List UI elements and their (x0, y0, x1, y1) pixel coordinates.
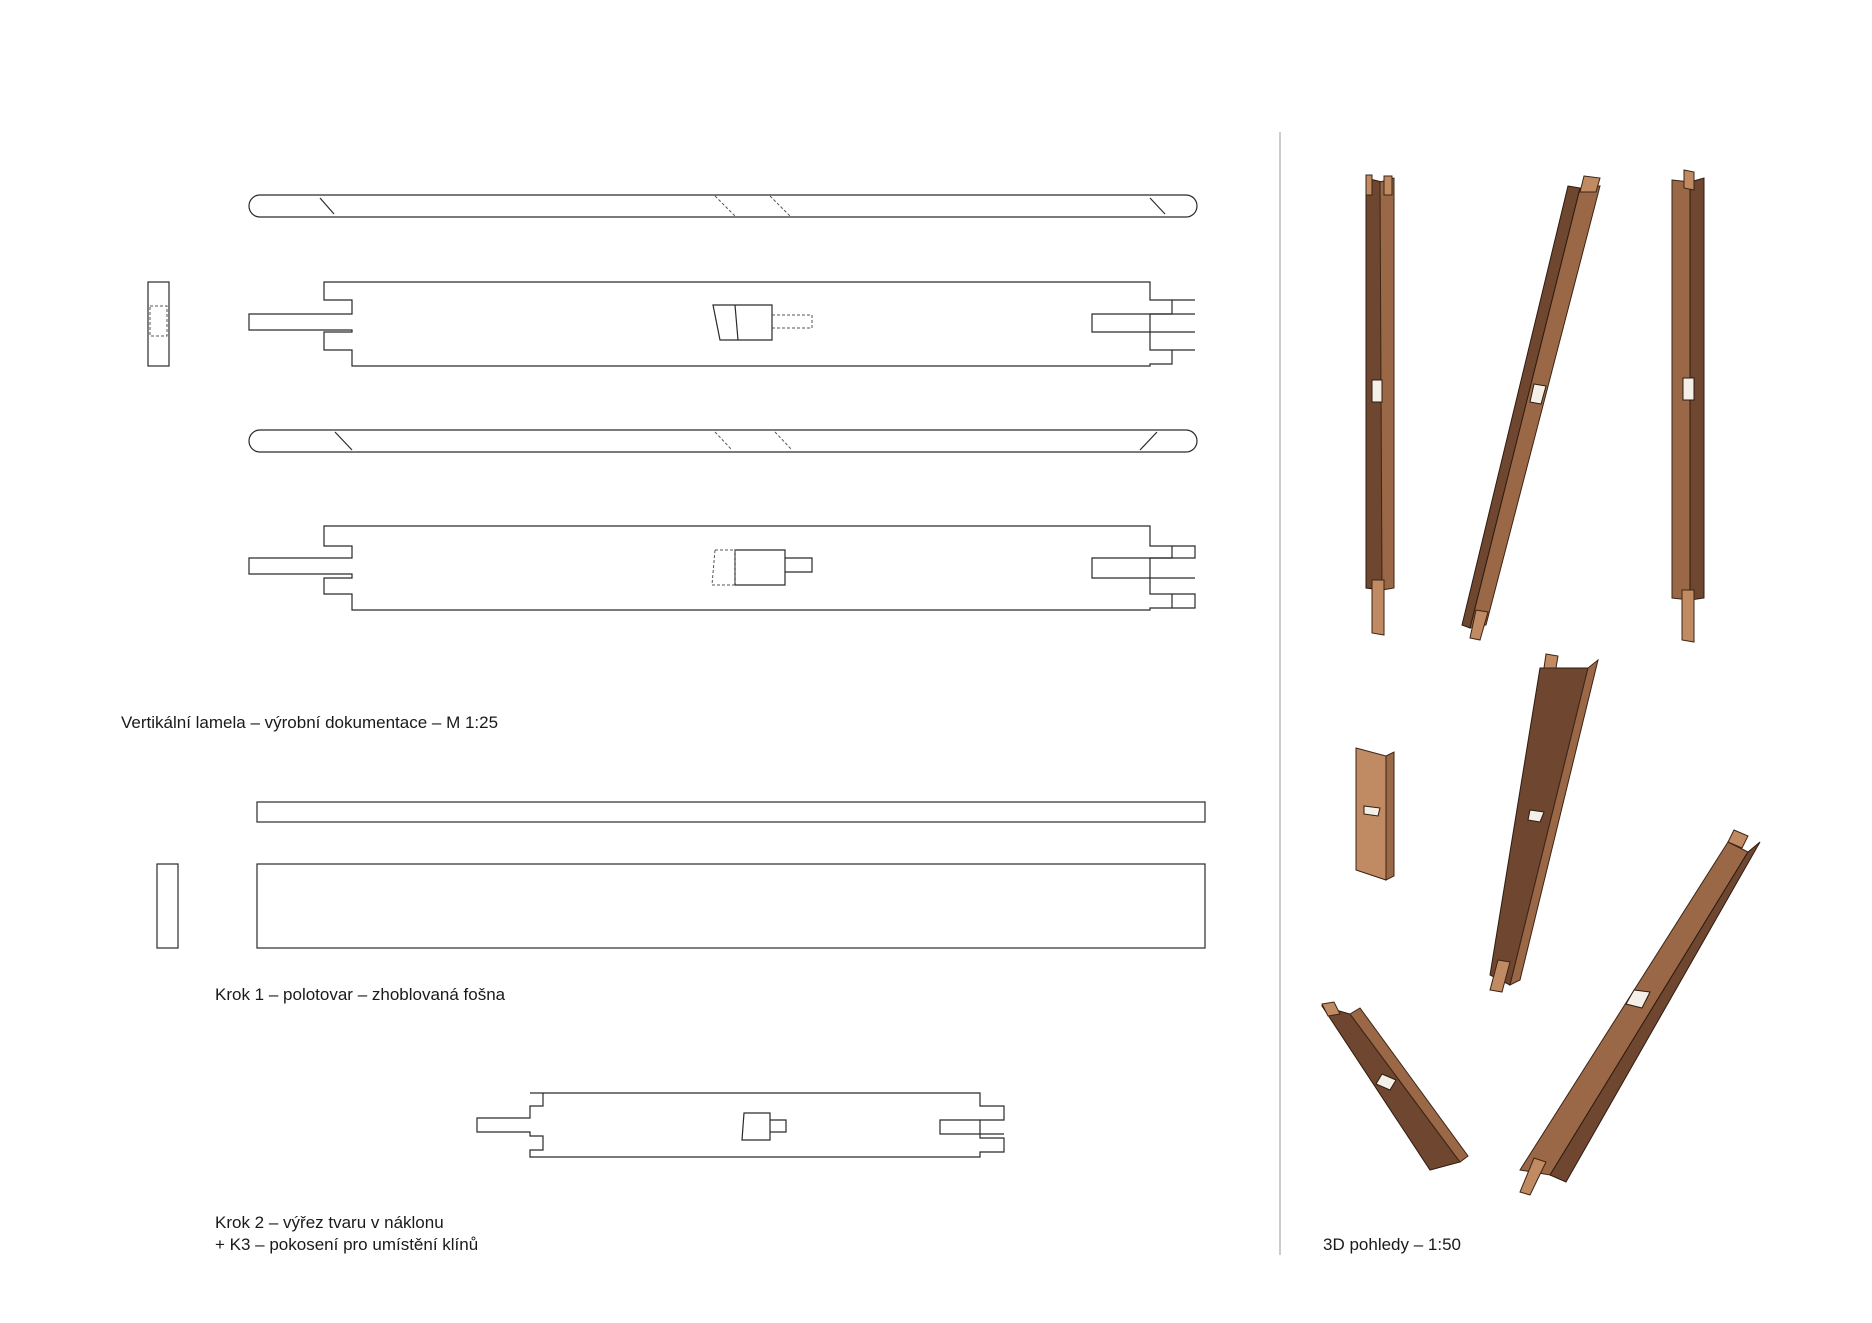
caption-3d-views: 3D pohledy – 1:50 (1323, 1235, 1461, 1254)
caption-main-title: Vertikální lamela – výrobní dokumentace – M 1:25 (121, 713, 499, 732)
3d-view-diagonal-7 (1322, 1002, 1468, 1170)
step2-cut-shape (477, 1093, 1004, 1157)
3d-view-diagonal-6 (1520, 830, 1760, 1195)
lamella-side-view-1 (148, 282, 1195, 366)
3d-view-standing-1 (1366, 175, 1394, 635)
lamella-top-view-1 (249, 195, 1197, 217)
lamella-side-view-2 (249, 526, 1195, 610)
caption-step1: Krok 1 – polotovar – zhoblovaná fošna (215, 985, 506, 1004)
lamella-top-view-2 (249, 430, 1197, 452)
3d-view-tilted-5 (1490, 654, 1598, 992)
3d-view-tilted-2 (1462, 176, 1600, 640)
step1-blank-board (157, 802, 1205, 948)
3d-view-standing-3 (1672, 170, 1704, 642)
caption-step2-line2: + K3 – pokosení pro umístění klínů (215, 1235, 479, 1254)
3d-view-small-block (1356, 748, 1394, 880)
caption-step2-line1: Krok 2 – výřez tvaru v náklonu (215, 1213, 444, 1232)
